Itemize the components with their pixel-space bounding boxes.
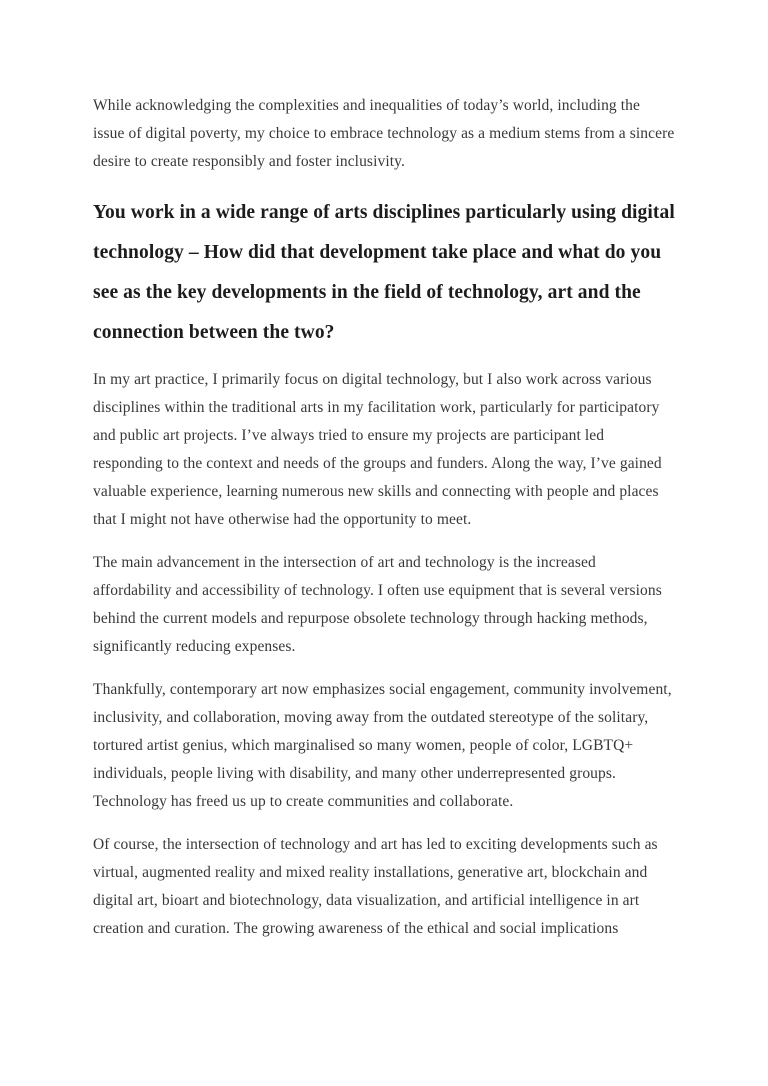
answer-paragraph-2: The main advancement in the intersection of art and technology is the increased affordability and accessibility of technology. I often use equipment that is several versions behind the current models and repurpose obsolete technology through hacking methods, significantly reducing expenses. xyxy=(93,554,662,655)
intro-paragraph: While acknowledging the complexities and inequalities of today’s world, including the issue of digital poverty, my choice to embrace technology as a medium stems from a sincere desire to create responsibly and foster inclusivity. xyxy=(93,97,675,170)
question-heading: You work in a wide range of arts disciplines particularly using digital technology – How did that development take place and what do you see as the key developments in the field of technology, art and the connection between the two? xyxy=(93,202,675,343)
answer-paragraph-4: Of course, the intersection of technology and art has led to exciting developments such as virtual, augmented reality and mixed reality installations, generative art, blockchain and digital art, bioart and biotechnology, data visualization, and artificial intelligence in art creation and curation. The growing awareness of the ethical and social implications xyxy=(93,836,658,937)
answer-paragraph-3: Thankfully, contemporary art now emphasizes social engagement, community involvement, inclusivity, and collaboration, moving away from the outdated stereotype of the solitary, tortured artist genius, which marginalised so many women, people of color, LGBTQ+ individuals, people living with disability, and many other underrepresented groups. Technology has freed us up to create communities and collaborate. xyxy=(93,681,672,810)
answer-paragraph-1: In my art practice, I primarily focus on digital technology, but I also work across various disciplines within the traditional arts in my facilitation work, particularly for participatory and public art projects. I’ve always tried to ensure my projects are participant led responding to the context and needs of the groups and funders. Along the way, I’ve gained valuable experience, learning numerous new skills and connecting with people and places that I might not have otherwise had the opportunity to meet. xyxy=(93,371,662,528)
